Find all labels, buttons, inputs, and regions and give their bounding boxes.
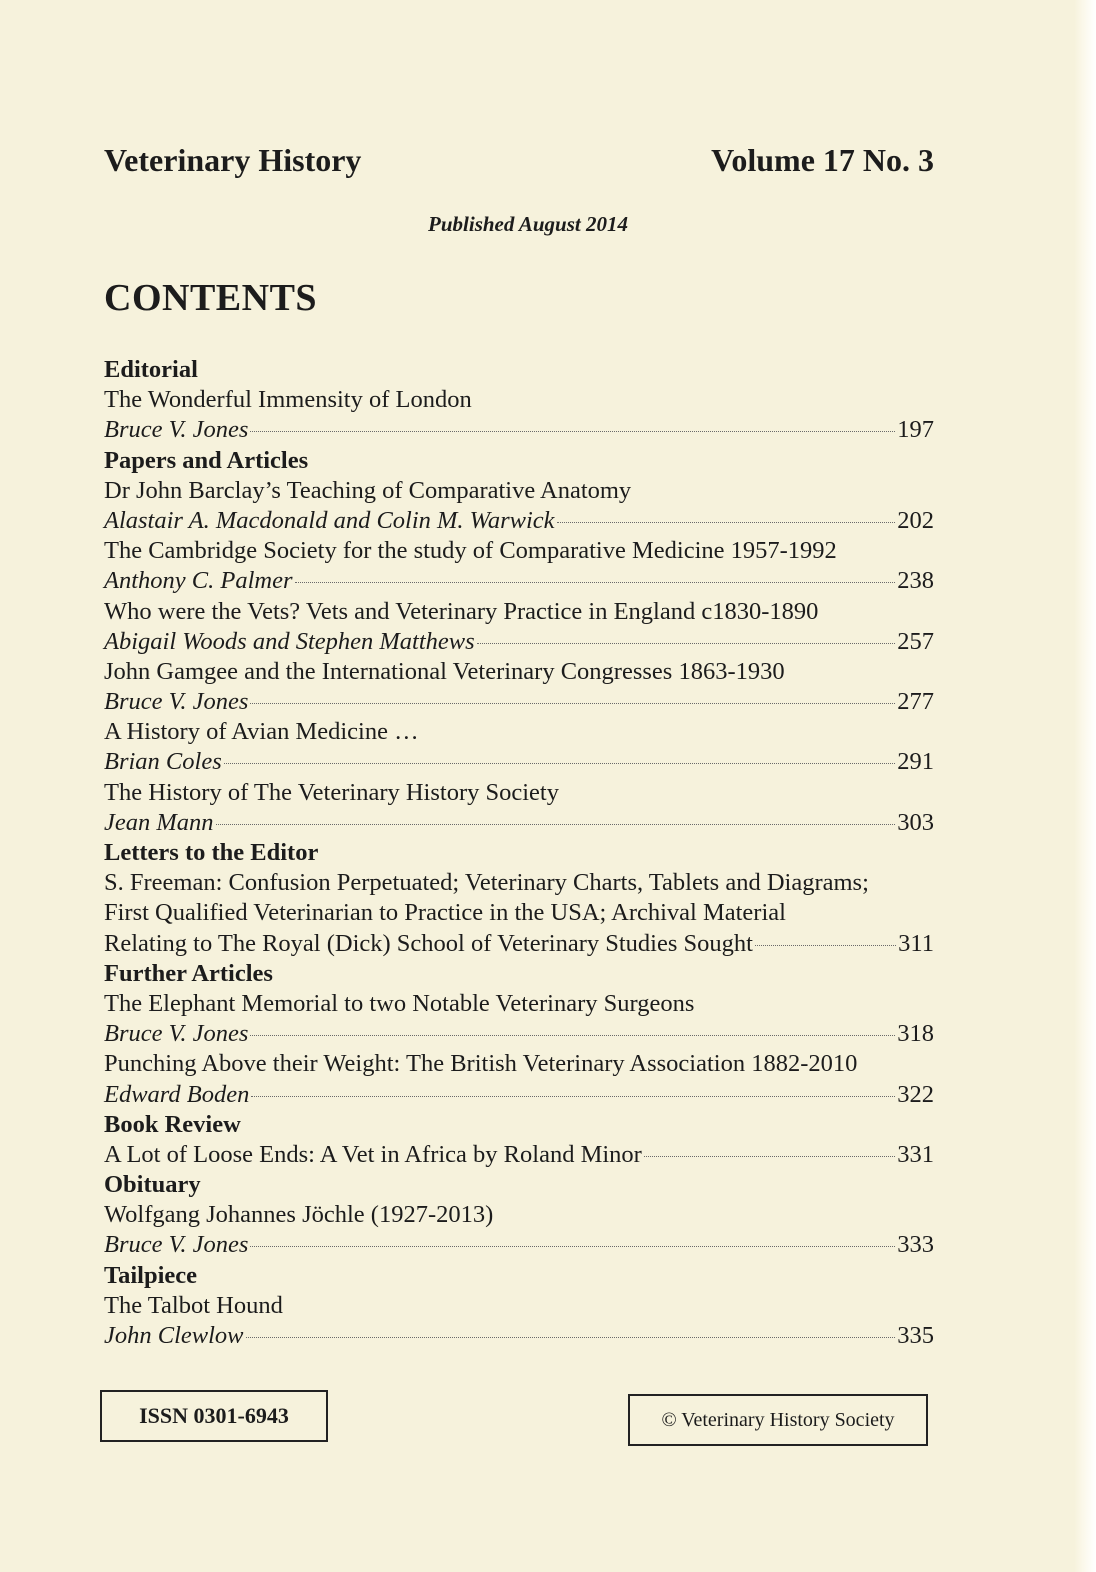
toc-section-heading: Book Review <box>104 1110 241 1138</box>
toc-author: Jean Mann <box>104 808 214 836</box>
toc-article-title: The Wonderful Immensity of London <box>104 386 472 414</box>
toc-author: Anthony C. Palmer <box>104 567 293 595</box>
published-date: Published August 2014 <box>428 212 628 236</box>
toc-page-number: 322 <box>897 1080 934 1108</box>
toc-article-title: John Gamgee and the International Veterinary Congresses 1863-1930 <box>104 657 785 685</box>
toc-author: Bruce V. Jones <box>104 1020 249 1048</box>
dot-leader <box>250 431 895 432</box>
copyright-label: © Veterinary History Society <box>661 1408 895 1431</box>
toc-author: John Clewlow <box>104 1322 244 1349</box>
toc-author: Bruce V. Jones <box>104 416 249 444</box>
journal-title: Veterinary History <box>104 142 362 178</box>
toc-article-title: The Talbot Hound <box>104 1291 283 1319</box>
page-header <box>104 142 934 179</box>
dot-leader <box>251 1096 895 1097</box>
dot-leader <box>644 1156 895 1157</box>
dot-leader <box>216 824 896 825</box>
toc-section-heading: Papers and Articles <box>104 446 309 474</box>
toc-page-number: 311 <box>898 929 934 957</box>
issn-box <box>100 1390 328 1442</box>
dot-leader <box>755 945 896 946</box>
dot-leader <box>557 522 896 523</box>
volume-label: Volume 17 No. 3 <box>711 142 934 178</box>
toc-page-number: 331 <box>897 1140 934 1168</box>
contents-heading: CONTENTS <box>104 277 318 319</box>
copyright-box <box>628 1394 928 1446</box>
dot-leader <box>295 582 896 583</box>
toc-article-title: Who were the Vets? Vets and Veterinary Practice in England c1830-1890 <box>104 597 819 625</box>
toc-section-heading: Letters to the Editor <box>104 839 319 866</box>
toc-page-number: 277 <box>897 688 934 716</box>
toc-section-heading: Editorial <box>104 356 198 383</box>
toc-article-title: First Qualified Veterinarian to Practice in the USA; Archival Material <box>104 899 786 927</box>
dot-leader <box>477 643 896 644</box>
dot-leader <box>246 1337 896 1338</box>
dot-leader <box>224 763 896 764</box>
toc-page-number: 197 <box>897 416 934 444</box>
toc-entry-row <box>104 566 934 596</box>
dot-leader <box>250 703 895 704</box>
toc-page-number: 291 <box>897 748 934 776</box>
toc-article-title: Punching Above their Weight: The British Veterinary Association 1882-2010 <box>104 1050 858 1078</box>
toc-entry-row <box>104 687 934 717</box>
toc-entry-row <box>104 1321 934 1351</box>
toc-article-title: The History of The Veterinary History Society <box>104 778 559 806</box>
toc-article-title: Wolfgang Johannes Jöchle (1927-2013) <box>104 1201 494 1229</box>
toc-entry-row <box>104 1019 934 1049</box>
toc-page-number: 257 <box>897 627 934 655</box>
toc-section-heading: Tailpiece <box>104 1261 198 1289</box>
toc-author: Bruce V. Jones <box>104 688 249 716</box>
toc-entry-row <box>104 1080 934 1110</box>
toc-page-number: 333 <box>897 1231 934 1259</box>
toc-entry-row <box>104 808 934 838</box>
toc-entry-row <box>104 1140 934 1170</box>
toc-entry-row <box>104 747 934 777</box>
page-edge <box>1074 0 1096 1572</box>
dot-leader <box>250 1246 895 1247</box>
dot-leader <box>250 1035 895 1036</box>
table-of-contents <box>104 355 934 1351</box>
toc-article-title: A Lot of Loose Ends: A Vet in Africa by Roland Minor <box>104 1140 642 1168</box>
toc-page-number: 238 <box>897 567 934 595</box>
toc-page-number: 202 <box>897 506 934 534</box>
toc-article-title: Relating to The Royal (Dick) School of Veterinary Studies Sought <box>104 929 753 957</box>
toc-entry-row <box>104 1230 934 1260</box>
toc-author: Bruce V. Jones <box>104 1231 249 1259</box>
toc-entry-row <box>104 415 934 445</box>
toc-article-title: Dr John Barclay’s Teaching of Comparative Anatomy <box>104 476 632 504</box>
toc-entry-row <box>104 506 934 536</box>
toc-author: Brian Coles <box>104 748 222 776</box>
toc-page-number: 318 <box>897 1020 934 1048</box>
toc-article-title: The Cambridge Society for the study of Comparative Medicine 1957-1992 <box>104 537 837 565</box>
toc-page-number: 303 <box>897 808 934 836</box>
toc-author: Edward Boden <box>104 1080 250 1108</box>
toc-entry-row <box>104 929 934 959</box>
toc-author: Abigail Woods and Stephen Matthews <box>104 627 475 655</box>
toc-article-title: A History of Avian Medicine … <box>104 718 419 746</box>
toc-article-title: S. Freeman: Confusion Perpetuated; Veterinary Charts, Tablets and Diagrams; <box>104 869 869 897</box>
issn-label: ISSN 0301-6943 <box>139 1403 289 1428</box>
toc-entry-row <box>104 627 934 657</box>
toc-section-heading: Obituary <box>104 1171 201 1199</box>
toc-author: Alastair A. Macdonald and Colin M. Warwick <box>104 506 555 534</box>
toc-article-title: The Elephant Memorial to two Notable Veterinary Surgeons <box>104 989 695 1017</box>
toc-page-number: 335 <box>897 1322 934 1349</box>
toc-section-heading: Further Articles <box>104 959 273 987</box>
